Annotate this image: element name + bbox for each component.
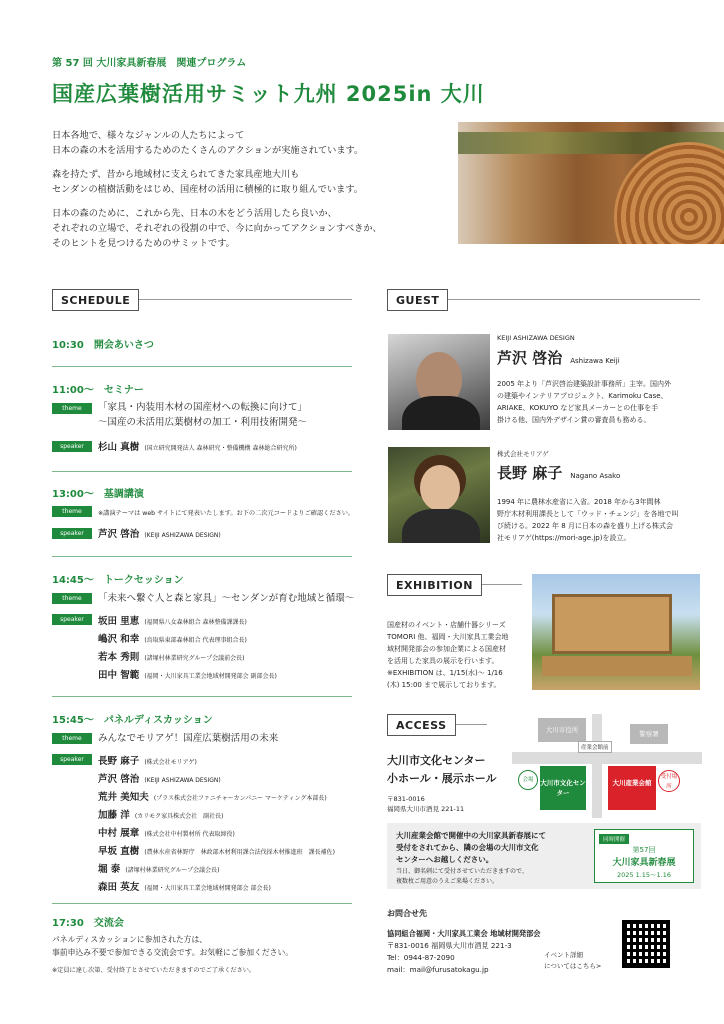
notice-line: 大川産業会館で開催中の大川家具新春展にて — [396, 831, 546, 840]
speaker-aff: (国立研究開発法人 森林研究・整備機構 森林総合研究所) — [144, 445, 297, 452]
intro-text — [52, 128, 447, 260]
g1-bio — [497, 378, 671, 426]
g1-org: KEIJI ASHIZAWA DESIGN — [497, 334, 575, 342]
speaker-tag: speaker — [52, 528, 92, 539]
divider — [52, 696, 352, 697]
bio-line: ARIAKE、KOKUYO など家具メーカーとの仕事を手 — [497, 404, 659, 412]
bio-line: 1994 年に農林水産省に入省。2018 年から3年間林 — [497, 498, 661, 506]
divider — [52, 903, 352, 904]
map-venue-marker: 会場 — [518, 770, 538, 790]
speaker-aff: (諸塚村林業研究グループ会議会長) — [125, 867, 220, 874]
s3-time: 13:00～ 基調講演 — [52, 489, 144, 500]
s5-speaker — [98, 789, 327, 803]
speaker-name: 森田 英友 — [98, 882, 140, 893]
bio-line: 掛ける他、国内外デザイン賞の審査員も務める。 — [497, 416, 651, 424]
s4-theme: 「未来へ繋ぐ人と森と家具」～センダンが育む地域と循環～ — [98, 593, 355, 604]
s1-time: 10:30 開会あいさつ — [52, 340, 154, 351]
s2-time: 11:00～ セミナー — [52, 385, 144, 396]
map-reception-marker: 受付場所 — [658, 770, 680, 792]
speaker-aff: (KEIJI ASHIZAWA DESIGN) — [144, 532, 221, 539]
exhibition-line-text: (木) 15:00 まで展示しております。 — [387, 681, 501, 689]
bio-line: 社モリアゲ(https://mori-age.jp)を設立。 — [497, 534, 631, 542]
s2-theme-l2: ～国産の未活用広葉樹材の加工・利用技術開発～ — [98, 417, 308, 428]
bio-line: び続ける。2022 年 8 月に日本の森を盛り上げる株式会 — [497, 522, 673, 530]
intro-line: そのヒントを見つけるためのサミットです。 — [52, 238, 235, 249]
s5-speaker — [98, 825, 235, 839]
exhibition-line-text: TOMORI 他、福岡・大川家具工業会地 — [387, 633, 509, 641]
intro-line: それぞれの立場で、それぞれの役割の中で、今に向かってアクションすべきか、 — [52, 223, 382, 234]
speaker-name: 加藤 洋 — [98, 810, 130, 821]
s6-line: パネルディスカッションに参加された方は、 — [52, 935, 208, 944]
notice-box — [387, 823, 701, 889]
notice-main — [396, 830, 546, 866]
bio-line: 2005 年より「芦沢啓治建築設計事務所」主宰。国内外 — [497, 380, 672, 388]
map-parking: 産業会館前 — [578, 741, 612, 753]
address: 福岡県大川市酒見 221-11 — [387, 805, 465, 813]
theme-tag: theme — [52, 733, 92, 744]
concurrent-badge — [594, 829, 694, 883]
speaker-aff: (カリモク家具株式会社 副社長) — [134, 813, 224, 820]
s6-time: 17:30 交流会 — [52, 918, 124, 929]
contact-org: 協同組合福岡・大川家具工業会 地域材開発部会 — [387, 929, 541, 938]
qr-code-icon[interactable] — [622, 920, 670, 968]
speaker-aff: (鳥取県東部森林組合 代表理事組合長) — [144, 637, 247, 644]
speaker-name: 早坂 直樹 — [98, 846, 140, 857]
intro-line: センダンの植樹活動をはじめ、国産材の活用に積極的に取り組んでいます。 — [52, 184, 363, 195]
s6-note: ※定員に達し次第、受付終了とさせていただきますのでご了承ください。 — [52, 967, 256, 974]
speaker-name: 坂田 里恵 — [98, 616, 140, 627]
map-road — [512, 752, 702, 764]
intro-line: 日本各地で、様々なジャンルの人たちによって — [52, 130, 245, 141]
speaker-tag: speaker — [52, 614, 92, 625]
g2-name-block — [497, 462, 620, 483]
contact-info — [387, 928, 540, 976]
s4-speaker — [98, 649, 245, 663]
notice-line: 当日、御名刺にて受付させていただきますので、 — [396, 868, 528, 875]
speaker-tag: speaker — [52, 754, 92, 765]
speaker-aff: (諸塚村林業研究グループ会議前会長) — [144, 655, 245, 662]
hero-log-image — [458, 122, 724, 244]
g2-bio — [497, 496, 678, 544]
g1-romaji: Ashizawa Keiji — [570, 357, 620, 365]
exhibition-line-text: 域材開発部会の参加企業による国産材 — [387, 645, 506, 653]
exhibition-line-text: を活用した家具の展示を行います。 — [387, 657, 499, 665]
schedule-label: SCHEDULE — [52, 289, 139, 311]
speaker-name: 杉山 真樹 — [98, 442, 140, 453]
contact-addr: 〒831-0016 福岡県大川市酒見 221-3 — [387, 941, 512, 950]
s2-theme — [98, 400, 307, 430]
speaker-aff: (株式会社モリアゲ) — [144, 759, 197, 766]
intro-line: 日本の森のために、これから先、日本の木をどう活用したら良いか、 — [52, 208, 337, 219]
s5-time: 15:45～ パネルディスカッション — [52, 715, 213, 726]
s2-speaker — [98, 439, 297, 453]
s6-line: 事前申込み不要で参加できる交流会です。お気軽にご参加ください。 — [52, 948, 294, 957]
s5-speaker — [98, 771, 221, 785]
wood-rings-decoration — [614, 142, 724, 244]
g1-name-block — [497, 347, 620, 368]
speaker-aff: (プラス株式会社ファニチャーカンパニー マーケティング本部長) — [153, 795, 327, 802]
contact-mail: mail：mail@furusatokagu.jp — [387, 965, 489, 974]
page-title: 国産広葉樹活用サミット九州 2025in 大川 — [52, 82, 485, 106]
exhibition-photo — [532, 574, 700, 690]
s4-time: 14:45～ トークセッション — [52, 575, 184, 586]
venue-line: 小ホール・展示ホール — [387, 772, 497, 785]
contact-head: お問合せ先 — [387, 909, 427, 918]
map-city-hall: 大川市役所 — [538, 718, 586, 742]
s4-speaker — [98, 667, 277, 681]
s5-theme: みんなでモリアゲ！国産広葉樹活用の未来 — [98, 733, 279, 744]
bio-line: 野庁木材利用課長として「ウッド・チェンジ」を各地で叫 — [497, 510, 679, 518]
s5-speaker — [98, 843, 335, 857]
badge-head: 同時開催 — [599, 834, 629, 844]
s5-speaker — [98, 861, 220, 875]
s3-speaker — [98, 526, 221, 540]
supertitle: 第 57 回 大川家具新春展 関連プログラム — [52, 58, 247, 69]
divider — [52, 366, 352, 367]
speaker-aff: (福岡・大川家具工業会地域材開発部会 副部会長) — [144, 673, 277, 680]
speaker-name: 田中 智範 — [98, 670, 140, 681]
speaker-name: 荒井 美知夫 — [98, 792, 149, 803]
speaker-aff: (福岡県八女森林組合 森林整備課課長) — [144, 619, 247, 626]
access-label: ACCESS — [387, 714, 456, 736]
speaker-name: 若本 秀則 — [98, 652, 140, 663]
divider — [52, 471, 352, 472]
theme-tag: theme — [52, 593, 92, 604]
guest-label: GUEST — [387, 289, 448, 311]
badge-sub: 第57回 — [632, 846, 656, 854]
exhibition-line-text: 国産材のイベント・店舗什器シリーズ — [387, 621, 506, 629]
speaker-tag: speaker — [52, 441, 92, 452]
event-line: についてはこちら> — [544, 962, 602, 970]
s4-speaker — [98, 613, 247, 627]
theme-tag: theme — [52, 506, 92, 517]
guest-photo-nagano — [388, 447, 490, 543]
g2-name: 長野 麻子 — [497, 464, 563, 482]
map-culture-center: 大川市文化センター — [540, 766, 586, 810]
s2-theme-l1: 「家具・内装用木材の国産材への転換に向けて」 — [98, 402, 308, 413]
badge-date: 2025 1.15～1.16 — [616, 871, 672, 879]
s5-speaker — [98, 753, 197, 767]
speaker-aff: (農林水産省林野庁 林政部木材利用課合法伐採木材推進班 課長補佐) — [144, 849, 335, 856]
notice-line: センターへお越しください。 — [396, 855, 494, 864]
access-map — [512, 714, 702, 818]
speaker-aff: (福岡・大川家具工業会地域材開発部会 部会長) — [144, 885, 271, 892]
zip: 〒831-0016 — [387, 795, 425, 803]
map-road — [592, 714, 602, 818]
map-industry-hall: 大川産業会館 — [608, 766, 656, 810]
notice-sub — [396, 867, 528, 887]
exhibition-line-text: ※EXHIBITION は、1/15(水)～ 1/16 — [387, 669, 503, 677]
map-police: 警察署 — [630, 724, 668, 744]
speaker-aff: (株式会社中村製材所 代表取締役) — [144, 831, 235, 838]
theme-tag: theme — [52, 403, 92, 414]
speaker-name: 長野 麻子 — [98, 756, 140, 767]
divider — [52, 556, 352, 557]
g1-name: 芦沢 啓治 — [497, 349, 563, 367]
speaker-name: 芦沢 啓治 — [98, 529, 140, 540]
s4-speaker — [98, 631, 247, 645]
speaker-name: 堀 泰 — [98, 864, 121, 875]
speaker-aff: (KEIJI ASHIZAWA DESIGN) — [144, 777, 221, 784]
exhibition-label: EXHIBITION — [387, 574, 482, 596]
g2-org: 株式会社モリアゲ — [497, 450, 549, 458]
badge-title: 大川家具新春展 — [612, 858, 676, 868]
venue-line: 大川市文化センター — [387, 754, 486, 767]
speaker-name: 嶋沢 和幸 — [98, 634, 140, 645]
intro-line: 森を持たず、昔から地域材に支えられてきた家具産地大川も — [52, 169, 300, 180]
event-line: イベント詳細 — [544, 951, 583, 959]
speaker-name: 芦沢 啓治 — [98, 774, 140, 785]
s3-theme-note: ※講演テーマは web サイトにて発表いたします。お下の二次元コードよりご確認ください。 — [98, 510, 355, 517]
intro-line: 日本の森の木を活用するためのたくさんのアクションが実施されています。 — [52, 145, 364, 156]
notice-line: 受付をされてから、隣の会場の大川市文化 — [396, 843, 539, 852]
event-details-link[interactable] — [544, 950, 601, 972]
g2-romaji: Nagano Asako — [570, 472, 621, 480]
exhibition-text — [387, 619, 509, 691]
s6-text — [52, 933, 293, 959]
speaker-name: 中村 展章 — [98, 828, 140, 839]
s5-speaker — [98, 879, 271, 893]
s5-speaker — [98, 807, 224, 821]
bio-line: の建築やインテリアプロジェクト、Karimoku Case、 — [497, 392, 668, 400]
notice-line: 複数枚ご用意のうえご来場ください。 — [396, 878, 499, 885]
venue-name — [387, 752, 497, 788]
venue-address — [387, 794, 464, 814]
contact-tel: Tel：0944-87-2090 — [387, 953, 455, 962]
guest-photo-ashizawa — [388, 334, 490, 430]
